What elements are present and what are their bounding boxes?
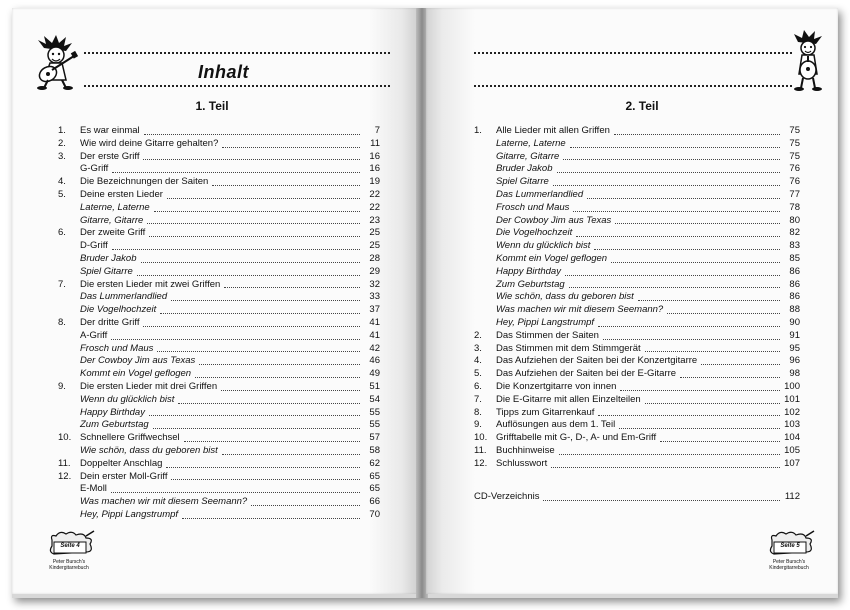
entry-title: G-Griff	[80, 163, 109, 175]
dot-leader	[611, 262, 780, 263]
entry-title: Was machen wir mit diesem Seemann?	[80, 496, 248, 508]
list-item	[474, 407, 800, 420]
entry-title: Wie schön, dass du geboren bist	[80, 444, 218, 456]
dot-leader	[563, 159, 780, 160]
entry-title: Grifftabelle mit G-, D-, A- und Em-Griff	[496, 432, 657, 444]
dot-leader	[149, 415, 360, 416]
list-item	[58, 496, 380, 509]
entry-page: 11	[370, 137, 380, 149]
list-item	[474, 215, 800, 228]
entry-page: 100	[784, 380, 800, 392]
dot-leader	[573, 211, 780, 212]
list-item	[474, 266, 800, 279]
entry-page: 22	[369, 201, 380, 213]
list-item	[58, 227, 380, 240]
entry-number: 12.	[58, 470, 72, 482]
dot-leader	[221, 390, 360, 391]
entry-page: 80	[789, 214, 800, 226]
list-item	[58, 176, 380, 189]
dot-leader	[184, 441, 360, 442]
list-item	[474, 432, 800, 445]
dot-leader	[149, 236, 360, 237]
list-item	[474, 138, 800, 151]
entry-page: 55	[369, 419, 380, 431]
dot-leader	[167, 198, 360, 199]
entry-title: Wie wird deine Gitarre gehalten?	[80, 137, 219, 149]
entry-page: 65	[369, 483, 380, 495]
dot-leader	[620, 390, 780, 391]
entry-page: 54	[369, 393, 380, 405]
list-item	[58, 445, 380, 458]
top-dotted-rule	[84, 52, 390, 54]
entry-number: 5.	[474, 368, 482, 380]
list-item	[474, 304, 800, 317]
dot-leader	[598, 415, 780, 416]
entry-page: 78	[789, 201, 800, 213]
entry-title: Der erste Griff	[80, 150, 140, 162]
entry-page: 77	[789, 188, 800, 200]
entry-number: 4.	[474, 355, 482, 367]
dot-leader	[199, 364, 360, 365]
book-spread	[12, 8, 838, 598]
list-item	[474, 343, 800, 356]
entry-page: 29	[369, 265, 380, 277]
dot-leader	[645, 351, 780, 352]
list-item	[58, 368, 380, 381]
toc-list	[474, 125, 800, 471]
entry-number: 3.	[58, 150, 66, 162]
entry-page: 28	[369, 252, 380, 264]
entry-title: Das Lummerlandlied	[80, 291, 168, 303]
badge-caption-1: Peter Bursch's	[772, 559, 806, 565]
list-item	[474, 419, 800, 432]
entry-page: 90	[789, 316, 800, 328]
entry-page: 102	[784, 406, 800, 418]
entry-page: 107	[784, 457, 800, 469]
entry-title: Der dritte Griff	[80, 316, 140, 328]
dot-leader	[565, 275, 780, 276]
entry-title: Gitarre, Gitarre	[496, 150, 560, 162]
dot-leader	[222, 147, 360, 148]
dot-leader	[141, 262, 360, 263]
entry-title: Wenn du glücklich bist	[496, 240, 591, 252]
list-item	[58, 202, 380, 215]
dot-leader	[143, 326, 360, 327]
dot-leader	[587, 198, 780, 199]
list-item	[58, 394, 380, 407]
list-item	[58, 163, 380, 176]
list-item	[474, 176, 800, 189]
list-item	[474, 381, 800, 394]
list-item	[474, 227, 800, 240]
entry-page: 55	[369, 406, 380, 418]
dot-leader	[182, 518, 360, 519]
dot-leader	[111, 492, 360, 493]
entry-page: 86	[789, 278, 800, 290]
entry-number: 1.	[58, 125, 66, 136]
entry-page: 83	[789, 240, 800, 252]
dot-leader	[195, 377, 360, 378]
entry-page: 98	[789, 368, 800, 380]
list-item	[474, 202, 800, 215]
entry-page: 23	[369, 214, 380, 226]
entry-number: 5.	[58, 188, 66, 200]
entry-title: Schnellere Griffwechsel	[80, 432, 180, 444]
entry-title: Die Konzertgitarre von innen	[496, 380, 617, 392]
entry-number: 9.	[58, 380, 66, 392]
entry-title: Spiel Gitarre	[80, 265, 133, 277]
dot-leader	[157, 351, 360, 352]
entry-page: 76	[789, 176, 800, 188]
dot-leader	[160, 313, 360, 314]
dot-leader	[153, 428, 360, 429]
dot-leader	[645, 403, 780, 404]
entry-page: 25	[369, 227, 380, 239]
dot-leader	[576, 236, 780, 237]
entry-title: D-Griff	[80, 240, 108, 252]
list-item	[58, 509, 380, 522]
entry-title: Laterne, Laterne	[496, 137, 566, 149]
list-item	[58, 253, 380, 266]
dot-leader	[222, 454, 360, 455]
list-item	[58, 432, 380, 445]
entry-title: Kommt ein Vogel geflogen	[496, 252, 608, 264]
entry-page: 42	[369, 342, 380, 354]
dot-leader	[619, 428, 780, 429]
entry-title: Doppelter Anschlag	[80, 457, 163, 469]
entry-page: 85	[789, 252, 800, 264]
entry-title: Frosch und Maus	[496, 201, 570, 213]
dot-leader	[553, 185, 780, 186]
list-item	[58, 317, 380, 330]
list-item	[474, 368, 800, 381]
entry-title: Bruder Jakob	[496, 163, 553, 175]
dot-leader	[559, 454, 780, 455]
part-title: 1. Teil	[195, 99, 229, 113]
entry-page: 86	[789, 265, 800, 277]
entry-page: 82	[789, 227, 800, 239]
dot-leader	[166, 467, 360, 468]
entry-number: 2.	[474, 329, 482, 341]
entry-title: Das Aufziehen der Saiten bei der E-Gitarre	[496, 368, 677, 380]
dot-leader	[551, 467, 780, 468]
entry-page: 65	[369, 470, 380, 482]
entry-page: 16	[369, 150, 380, 162]
bottom-dotted-rule	[84, 85, 390, 87]
dot-leader	[680, 377, 780, 378]
entry-title: A-Griff	[80, 329, 108, 341]
dot-leader	[171, 300, 360, 301]
entry-page: 101	[784, 393, 800, 405]
entry-number: 8.	[58, 316, 66, 328]
entry-page: 88	[789, 304, 800, 316]
entry-title: Spiel Gitarre	[496, 176, 549, 188]
entry-title: Die Vogelhochzeit	[80, 304, 157, 316]
entry-page: 25	[369, 240, 380, 252]
entry-title: Die ersten Lieder mit zwei Griffen	[80, 278, 221, 290]
entry-title: Die E-Gitarre mit allen Einzelteilen	[496, 393, 641, 405]
entry-title: E-Moll	[80, 483, 107, 495]
list-item	[58, 343, 380, 356]
entry-page: 51	[369, 380, 380, 392]
list-item	[58, 483, 380, 496]
entry-page: 66	[369, 496, 380, 508]
entry-page: 49	[369, 368, 380, 380]
entry-page: 103	[784, 419, 800, 431]
dot-leader	[212, 185, 360, 186]
list-item	[58, 125, 380, 138]
entry-title: Wenn du glücklich bist	[80, 393, 175, 405]
list-item	[58, 240, 380, 253]
dot-leader	[570, 147, 780, 148]
entry-title: Der zweite Griff	[80, 227, 146, 239]
entry-page: 86	[789, 291, 800, 303]
entry-title: Es war einmal	[80, 125, 140, 136]
badge-page-label: Seite 5	[780, 543, 800, 549]
entry-title: Hey, Pippi Langstrumpf	[496, 316, 595, 328]
entry-title: Schlusswort	[496, 457, 548, 469]
list-item	[58, 291, 380, 304]
entry-page: 75	[789, 125, 800, 136]
entry-page: 76	[789, 163, 800, 175]
list-item	[474, 394, 800, 407]
entry-number: 6.	[474, 380, 482, 392]
list-item	[58, 266, 380, 279]
entry-title: Bruder Jakob	[80, 252, 137, 264]
entry-page: 70	[369, 508, 380, 520]
entry-page: 96	[789, 355, 800, 367]
entry-title: Gitarre, Gitarre	[80, 214, 144, 226]
list-item	[474, 445, 800, 458]
left-page	[12, 8, 418, 594]
guitar-kid-icon	[30, 34, 82, 90]
dot-leader	[147, 223, 360, 224]
dot-leader	[660, 441, 780, 442]
entry-number: 6.	[58, 227, 66, 239]
list-item	[58, 471, 380, 484]
entry-title: Tipps zum Gitarrenkauf	[496, 406, 595, 418]
entry-page: 105	[784, 444, 800, 456]
dot-leader	[144, 134, 360, 135]
entry-title: Alle Lieder mit allen Griffen	[496, 125, 610, 136]
list-item	[474, 279, 800, 292]
entry-page: 62	[369, 457, 380, 469]
dot-leader	[638, 300, 780, 301]
badge-caption-2: Kindergitarrebuch	[769, 565, 809, 571]
entry-title: Laterne, Laterne	[80, 201, 150, 213]
list-item	[58, 138, 380, 151]
dot-leader	[251, 505, 360, 506]
list-item	[474, 189, 800, 202]
dot-leader	[112, 249, 360, 250]
list-item	[58, 419, 380, 432]
dot-leader	[603, 339, 780, 340]
dot-leader	[111, 339, 360, 340]
entry-page: 41	[369, 316, 380, 328]
entry-number: 12.	[474, 457, 488, 469]
list-item	[474, 330, 800, 343]
entry-title: Der Cowboy Jim aus Texas	[496, 214, 612, 226]
entry-page: 19	[369, 176, 380, 188]
entry-page: 22	[369, 188, 380, 200]
entry-number: 10.	[474, 432, 488, 444]
entry-title: Das Lummerlandlied	[496, 188, 584, 200]
entry-page: 75	[789, 137, 800, 149]
entry-number: 3.	[474, 342, 482, 354]
list-item	[474, 458, 800, 471]
entry-title: Der Cowboy Jim aus Texas	[80, 355, 196, 367]
dot-leader	[557, 172, 780, 173]
list-item	[58, 215, 380, 228]
list-item	[474, 240, 800, 253]
entry-title: CD-Verzeichnis	[474, 491, 540, 502]
entry-page: 32	[369, 278, 380, 290]
entry-title: Deine ersten Lieder	[80, 188, 163, 200]
right-page	[426, 8, 838, 594]
part-title: 2. Teil	[625, 99, 659, 113]
dot-leader	[543, 500, 780, 501]
entry-title: Die ersten Lieder mit drei Griffen	[80, 380, 218, 392]
entry-page: 91	[789, 329, 800, 341]
entry-number: 7.	[58, 278, 66, 290]
list-item	[58, 355, 380, 368]
entry-number: 9.	[474, 419, 482, 431]
toc-list	[58, 125, 380, 522]
entry-title: Happy Birthday	[80, 406, 145, 418]
entry-title: Auflösungen aus dem 1. Teil	[496, 419, 616, 431]
dot-leader	[137, 275, 360, 276]
entry-number: 7.	[474, 393, 482, 405]
list-item	[474, 163, 800, 176]
entry-title: Frosch und Maus	[80, 342, 154, 354]
entry-number: 8.	[474, 406, 482, 418]
list-item	[474, 253, 800, 266]
list-item	[58, 304, 380, 317]
cd-entry	[474, 491, 800, 504]
dot-leader	[178, 403, 360, 404]
list-item	[58, 151, 380, 164]
list-item	[58, 330, 380, 343]
list-item	[58, 381, 380, 394]
dot-leader	[154, 211, 360, 212]
dot-leader	[701, 364, 780, 365]
dot-leader	[667, 313, 780, 314]
list-item	[58, 407, 380, 420]
list-item	[474, 125, 800, 138]
entry-page: 7	[374, 125, 380, 136]
dot-leader	[143, 159, 360, 160]
page-title: Inhalt	[198, 62, 249, 82]
entry-page: 95	[789, 342, 800, 354]
entry-number: 11.	[58, 457, 71, 469]
dot-leader	[569, 287, 780, 288]
list-item	[58, 458, 380, 471]
entry-title: Happy Birthday	[496, 265, 561, 277]
entry-number: 2.	[58, 137, 66, 149]
badge-page-label: Seite 4	[60, 543, 80, 549]
entry-page: 41	[369, 329, 380, 341]
entry-number: 1.	[474, 125, 482, 136]
entry-page: 16	[369, 163, 380, 175]
entry-title: Das Stimmen mit dem Stimmgerät	[496, 342, 641, 354]
entry-title: Das Stimmen der Saiten	[496, 329, 599, 341]
guitar-kid-icon	[788, 30, 828, 92]
entry-page: 104	[784, 432, 800, 444]
dot-leader	[614, 134, 780, 135]
list-item	[474, 317, 800, 330]
entry-page: 112	[784, 491, 800, 502]
entry-title: Das Aufziehen der Saiten bei der Konzertgitarre	[496, 355, 698, 367]
dot-leader	[594, 249, 780, 250]
entry-page: 57	[369, 432, 380, 444]
entry-page: 75	[789, 150, 800, 162]
badge-caption-2: Kindergitarrebuch	[49, 565, 89, 571]
entry-page: 37	[369, 304, 380, 316]
entry-title: Die Bezeichnungen der Saiten	[80, 176, 209, 188]
entry-number: 11.	[474, 444, 487, 456]
list-item	[58, 279, 380, 292]
dot-leader	[171, 479, 360, 480]
entry-title: Wie schön, dass du geboren bist	[496, 291, 634, 303]
entry-page: 46	[369, 355, 380, 367]
list-item	[474, 291, 800, 304]
entry-title: Dein erster Moll-Griff	[80, 470, 168, 482]
list-item	[474, 355, 800, 368]
list-item	[474, 151, 800, 164]
dot-leader	[598, 326, 780, 327]
dot-leader	[112, 172, 360, 173]
top-dotted-rule	[474, 52, 792, 54]
bottom-dotted-rule	[474, 85, 792, 87]
entry-title: Buchhinweise	[496, 444, 555, 456]
entry-number: 10.	[58, 432, 72, 444]
list-item	[58, 189, 380, 202]
badge-caption-1: Peter Bursch's	[52, 559, 86, 565]
dot-leader	[615, 223, 780, 224]
entry-page: 58	[369, 444, 380, 456]
entry-title: Die Vogelhochzeit	[496, 227, 573, 239]
entry-title: Zum Geburtstag	[496, 278, 565, 290]
entry-title: Hey, Pippi Langstrumpf	[80, 508, 179, 520]
entry-title: Was machen wir mit diesem Seemann?	[496, 304, 664, 316]
entry-page: 33	[369, 291, 380, 303]
dot-leader	[224, 287, 360, 288]
entry-title: Zum Geburtstag	[80, 419, 149, 431]
entry-number: 4.	[58, 176, 66, 188]
entry-title: Kommt ein Vogel geflogen	[80, 368, 192, 380]
list-item	[474, 491, 800, 504]
